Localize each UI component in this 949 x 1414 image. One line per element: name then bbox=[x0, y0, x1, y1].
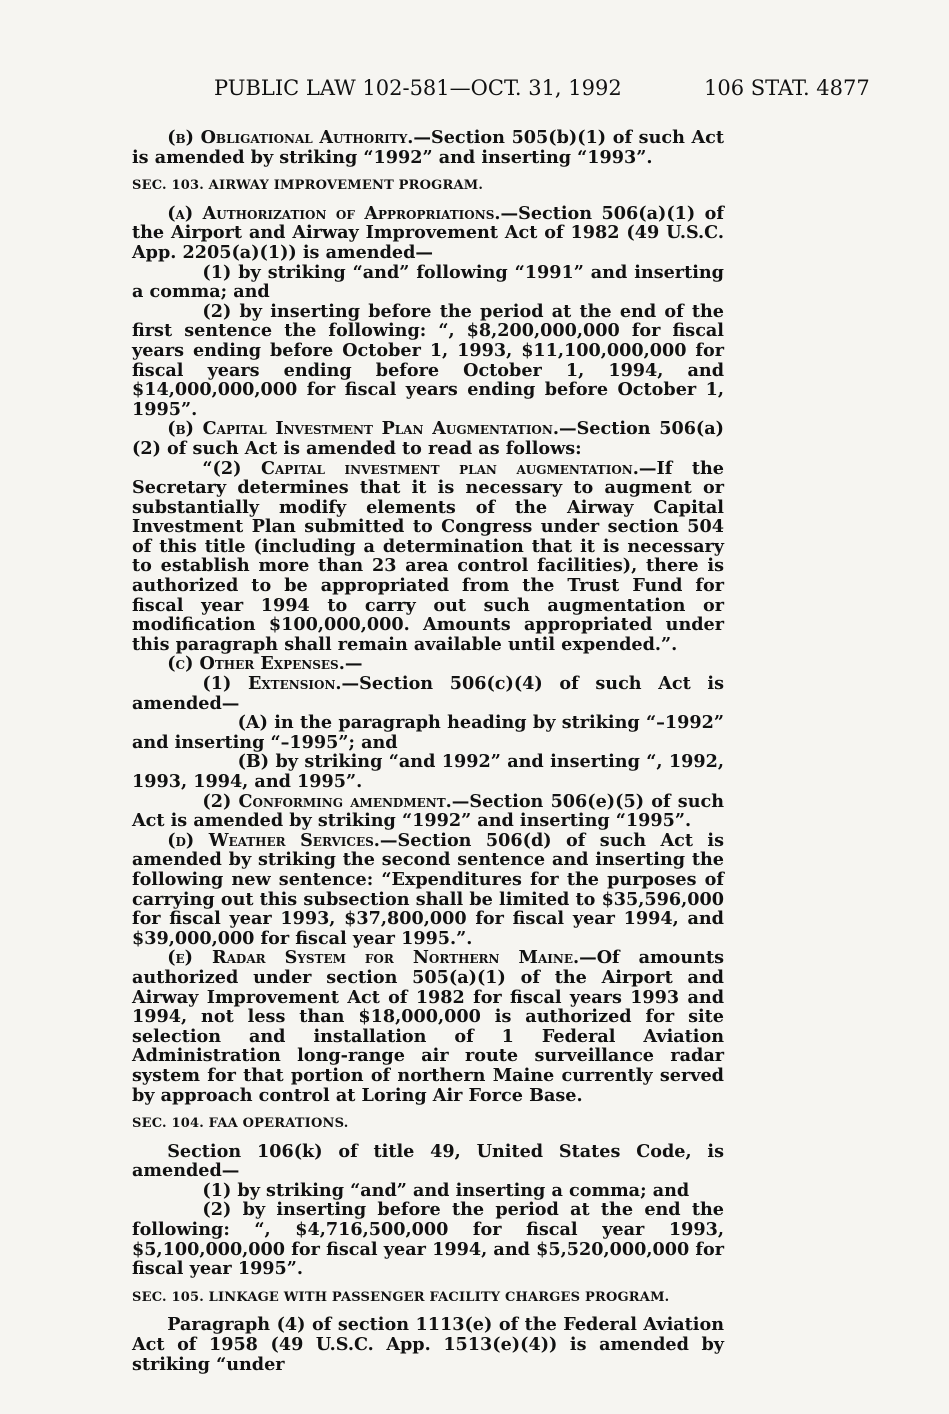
paragraph-c1A: (A) in the paragraph heading by striking “–1992” and inserting “–1995”; and bbox=[132, 712, 724, 753]
paragraph-104-1: (1) by striking “and” and inserting a comma; and bbox=[202, 1179, 690, 1201]
subsection-heading: (b) Obligational Authority. bbox=[167, 127, 414, 148]
quoted-heading: “(2) Capital investment plan augmentation. bbox=[202, 457, 639, 479]
header-law-citation: PUBLIC LAW 102-581—OCT. 31, 1992 bbox=[214, 76, 622, 100]
paragraph-text: —Section 506(c)(4) of such Act is amended— bbox=[132, 673, 724, 714]
section-heading-103: SEC. 103. AIRWAY IMPROVEMENT PROGRAM. bbox=[132, 178, 484, 194]
subsection-heading: (c) Other Expenses. bbox=[167, 653, 345, 675]
subsection-heading: (a) Authorization of Appropriations. bbox=[167, 202, 501, 224]
paragraph-104-2: (2) by inserting before the period at the end the following: “, $4,716,500,000 for fiscal year 1993, $5,100,000,000 for fiscal year 1994, and $5,520,000,000 for fiscal year 1995”. bbox=[132, 1199, 724, 1280]
subsection-heading: (e) Radar System for Northern Maine. bbox=[167, 947, 580, 969]
paragraph-a1: (1) by striking “and” following “1991” and inserting a comma; and bbox=[132, 261, 724, 303]
paragraph-capital-investment bbox=[132, 419, 724, 458]
section-heading-104: SEC. 104. FAA OPERATIONS. bbox=[132, 1116, 349, 1132]
subsection-text: —Section 505(b)(1) of such Act is amended by striking “1992” and inserting “1993”. bbox=[132, 127, 724, 168]
paragraph-quoted-augmentation bbox=[132, 459, 724, 655]
subsection-heading: (b) Capital Investment Plan Augmentation. bbox=[167, 418, 559, 440]
subsection-heading: (d) Weather Services. bbox=[167, 829, 380, 851]
paragraph-text: —Section 506(e)(5) of such Act is amended by striking “1992” and inserting “1995”. bbox=[132, 790, 724, 832]
paragraph-c2 bbox=[132, 792, 724, 831]
paragraph-a2: (2) by inserting before the period at the end of the first sentence the following: “, $8,200,000,000 for fiscal years ending before October 1, 1993, $11,100,000,000 for fiscal years ending before October 1, 1994, and $14,000,000,000 for fiscal years ending before October 1, 1995”. bbox=[132, 300, 724, 420]
paragraph-105-text: Paragraph (4) of section 1113(e) of the Federal Aviation Act of 1958 (49 U.S.C. App. 1513(e)(4)) is amended by striking “under bbox=[132, 1314, 724, 1375]
paragraph-heading: (1) Extension. bbox=[202, 673, 342, 695]
paragraph-c1 bbox=[132, 674, 724, 713]
paragraph-authorization bbox=[132, 204, 724, 263]
subsection-text: —Section 506(a)(1) of the Airport and Airway Improvement Act of 1982 (49 U.S.C. App. 2205(a)(1)) is amended— bbox=[132, 202, 724, 263]
subsection-text: —Of amounts authorized under section 505(a)(1) of the Airport and Airway Improvement Act of 1982 for fiscal years 1993 and 1994, not less than $18,000,000 is authorized for site selection and installation of 1 Federal Aviation Administration long-range air route surveillance radar system for that portion of northern Maine currently served by approach control at Loring Air Force Base. bbox=[132, 947, 724, 1106]
law-text bbox=[132, 128, 724, 1374]
paragraph-heading: (2) Conforming amendment. bbox=[202, 790, 452, 812]
header-stat-page: 106 STAT. 4877 bbox=[704, 76, 870, 100]
subsection-text: —Section 506(a)(2) of such Act is amended to read as follows: bbox=[132, 418, 724, 459]
paragraph-obligational-authority bbox=[132, 128, 724, 167]
paragraph-other-expenses bbox=[132, 654, 724, 674]
paragraph-104-intro: Section 106(k) of title 49, United States Code, is amended— bbox=[132, 1140, 724, 1182]
subsection-text: —Section 506(d) of such Act is amended by striking the second sentence and inserting the following new sentence: “Expenditures for the purposes of carrying out this subsection shall be limited to $35,596,000 for fiscal year 1993, $37,800,000 for fiscal year 1994, and $39,000,000 for fiscal year 1995.”. bbox=[132, 829, 725, 949]
paragraph-c1B: (B) by striking “and 1992” and inserting “, 1992, 1993, 1994, and 1995”. bbox=[132, 751, 724, 792]
quoted-text: —If the Secretary determines that it is necessary to augment or substantially modify elements of the Airway Capital Investment Plan submitted to Congress under section 504 of this title (including a determination that it is necessary to establish more than 23 area control facilities), there is authorized to be appropriated from the Trust Fund for fiscal year 1994 to carry out such augmentation or modification $100,000,000. Amounts appropriated under this paragraph shall remain available until expended.”. bbox=[132, 457, 724, 655]
paragraph-radar-system bbox=[132, 948, 724, 1105]
paragraph-weather-services bbox=[132, 831, 724, 949]
section-heading-105: SEC. 105. LINKAGE WITH PASSENGER FACILITY CHARGES PROGRAM. bbox=[132, 1289, 670, 1305]
subsection-text: — bbox=[344, 653, 363, 675]
